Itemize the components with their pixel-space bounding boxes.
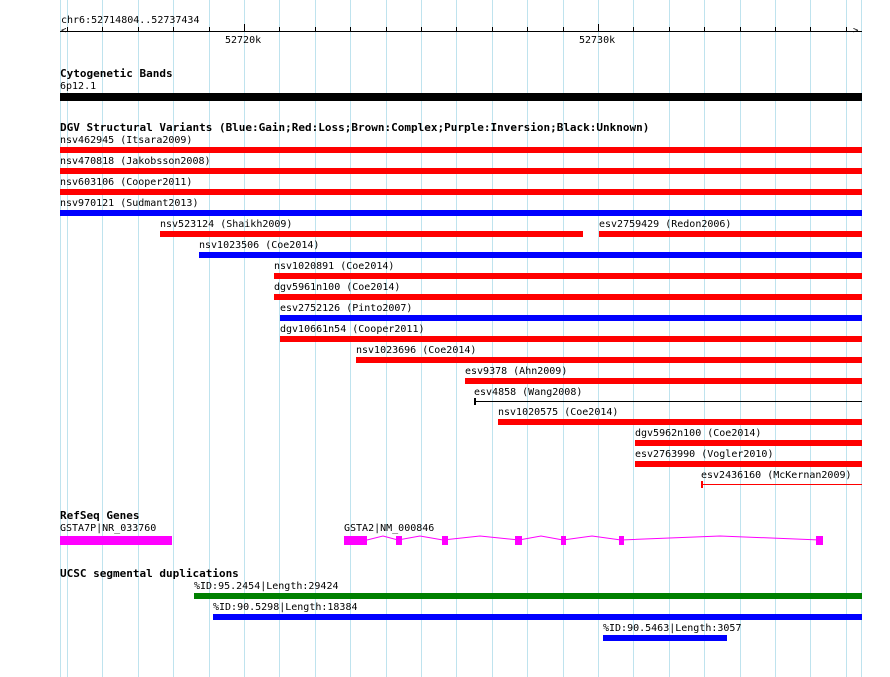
- variant-label: dgv5961n100 (Coe2014): [274, 282, 401, 293]
- segdup-title: UCSC segmental duplications: [60, 567, 239, 580]
- gene-exon: [396, 536, 402, 545]
- segdup-bar[interactable]: [603, 635, 727, 641]
- dgv-title: DGV Structural Variants (Blue:Gain;Red:Loss;Brown:Complex;Purple:Inversion;Black:Unknown): [60, 121, 650, 134]
- segdup-label: %ID:95.2454|Length:29424: [194, 581, 339, 592]
- segdup-bar[interactable]: [213, 614, 862, 620]
- gene-exon: [561, 536, 566, 545]
- gene-exon: [515, 536, 522, 545]
- gene-exon: [344, 536, 367, 545]
- variant-label: esv2436160 (McKernan2009): [701, 470, 852, 481]
- variant-label: nsv462945 (Itsara2009): [60, 135, 193, 146]
- variant-label: nsv523124 (Shaikh2009): [160, 219, 293, 230]
- variant-label: nsv1020891 (Coe2014): [274, 261, 395, 272]
- variant-label: nsv1023506 (Coe2014): [199, 240, 320, 251]
- variant-label: dgv5962n100 (Coe2014): [635, 428, 762, 439]
- gene-exon: [619, 536, 624, 545]
- ruler-tick-label: 52720k: [225, 35, 262, 46]
- ruler-right-arrow: >: [853, 26, 859, 36]
- gene-label: GSTA7P|NR_033760: [60, 523, 157, 534]
- variant-label: esv2759429 (Redon2006): [599, 219, 732, 230]
- refseq-title: RefSeq Genes: [60, 509, 140, 522]
- gene-label: GSTA2|NM_000846: [344, 523, 435, 534]
- cytoband-title: Cytogenetic Bands: [60, 67, 173, 80]
- variant-label: esv4858 (Wang2008): [474, 387, 583, 398]
- ruler-tick-label: 52730k: [579, 35, 616, 46]
- variant-label: nsv603106 (Cooper2011): [60, 177, 193, 188]
- variant-label: nsv1023696 (Coe2014): [356, 345, 477, 356]
- gene-exon: [442, 536, 448, 545]
- ruler-position-label: chr6:52714804..52737434: [61, 15, 200, 26]
- cytoband-label: 6p12.1: [60, 81, 97, 92]
- variant-label: dgv10661n54 (Cooper2011): [280, 324, 425, 335]
- segdup-label: %ID:90.5463|Length:3057: [603, 623, 742, 634]
- variant-label: nsv470818 (Jakobsson2008): [60, 156, 211, 167]
- gene-exon: [816, 536, 823, 545]
- segdup-bar[interactable]: [194, 593, 862, 599]
- variant-label: esv9378 (Ahn2009): [465, 366, 568, 377]
- segdup-label: %ID:90.5298|Length:18384: [213, 602, 358, 613]
- variant-label: nsv970121 (Sudmant2013): [60, 198, 199, 209]
- variant-label: esv2763990 (Vogler2010): [635, 449, 774, 460]
- ruler-left-arrow: <: [61, 26, 67, 36]
- variant-label: nsv1020575 (Coe2014): [498, 407, 619, 418]
- variant-label: esv2752126 (Pinto2007): [280, 303, 413, 314]
